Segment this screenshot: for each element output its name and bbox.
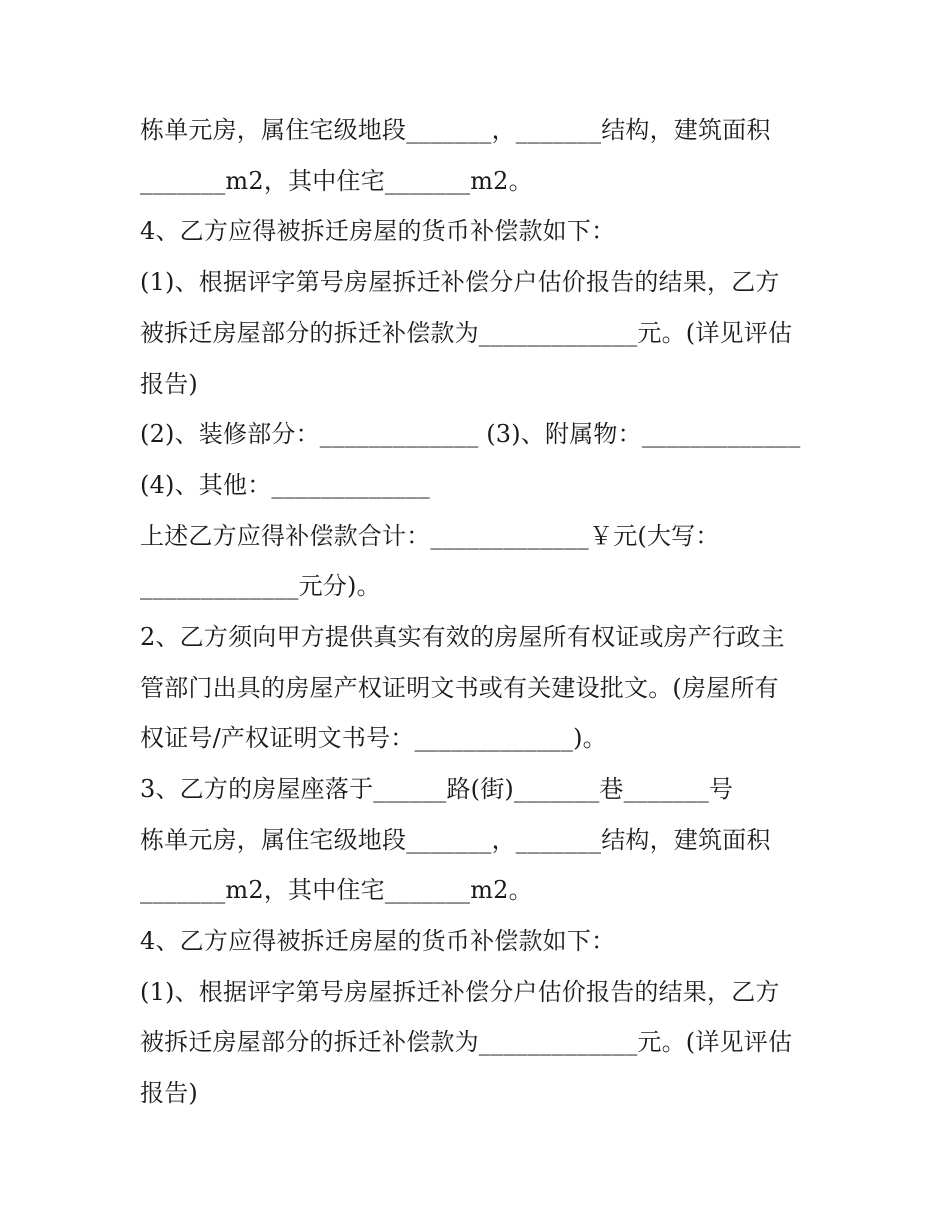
text-line: 被拆迁房屋部分的拆迁补偿款为_____________元。(详见评估 xyxy=(140,319,793,347)
text-line: 3、乙方的房屋座落于______路(街)_______巷_______号 xyxy=(140,775,734,803)
text-line: 4、乙方应得被拆迁房屋的货币补偿款如下： xyxy=(140,927,616,955)
text-line: (4)、其他：_____________ xyxy=(140,471,430,499)
text-line: _____________元分)。 xyxy=(140,572,381,600)
text-line: 管部门出具的房屋产权证明文书或有关建设批文。(房屋所有 xyxy=(140,674,779,702)
text-line: _______m2，其中住宅_______m2。 xyxy=(140,167,533,195)
text-line: (1)、根据评字第号房屋拆迁补偿分户估价报告的结果，乙方 xyxy=(140,978,780,1006)
text-line: 栋单元房，属住宅级地段_______，_______结构，建筑面积 xyxy=(140,826,771,854)
text-line: _______m2，其中住宅_______m2。 xyxy=(140,876,533,904)
text-line: 被拆迁房屋部分的拆迁补偿款为_____________元。(详见评估 xyxy=(140,1028,793,1056)
text-line: 上述乙方应得补偿款合计：_____________￥元(大写： xyxy=(140,522,720,550)
text-line: (2)、装修部分：_____________ (3)、附属物：_____________ xyxy=(140,420,801,448)
text-line: 报告) xyxy=(140,370,198,398)
text-line: 4、乙方应得被拆迁房屋的货币补偿款如下： xyxy=(140,217,616,245)
text-line: 权证号/产权证明文书号：_____________)。 xyxy=(140,724,607,752)
text-line: 栋单元房，属住宅级地段_______，_______结构，建筑面积 xyxy=(140,116,771,144)
text-line: 报告) xyxy=(140,1079,198,1107)
text-line: 2、乙方须向甲方提供真实有效的房屋所有权证或房产行政主 xyxy=(140,623,785,651)
text-line: (1)、根据评字第号房屋拆迁补偿分户估价报告的结果，乙方 xyxy=(140,268,780,296)
